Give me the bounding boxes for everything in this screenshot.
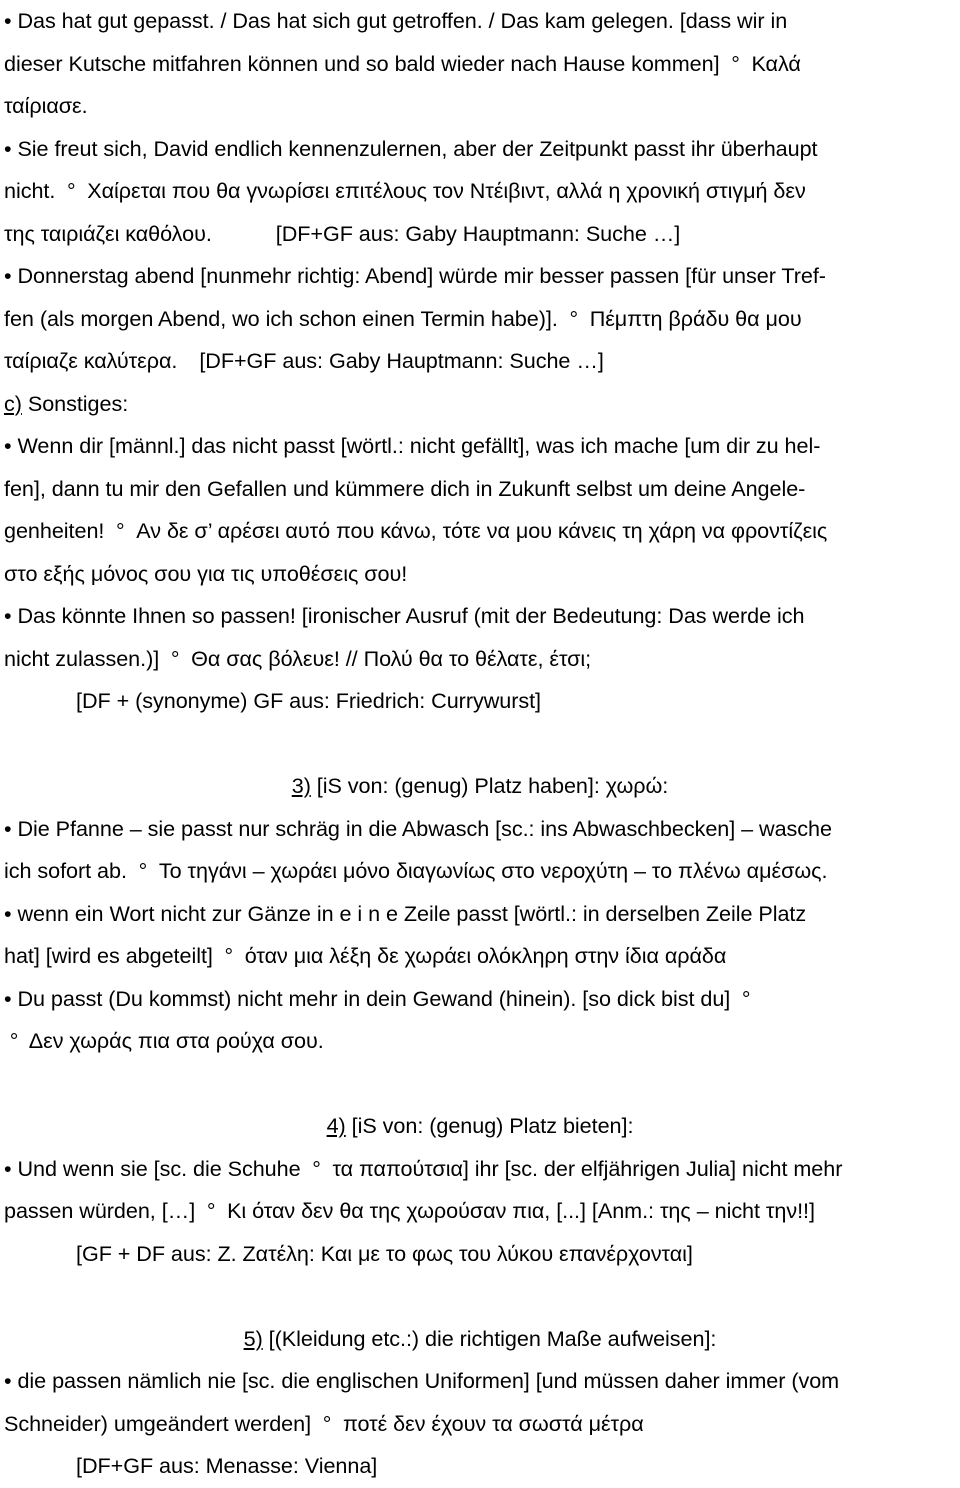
text-line-content: ich sofort ab. (4, 858, 127, 883)
text-line-content: genheiten! (4, 518, 105, 543)
text-line (4, 1233, 956, 1276)
greek-translation: Κι όταν δεν θα της χωρούσαν πια, [...] (227, 1198, 586, 1223)
text-line-content: • Das hat gut gepasst. / Das hat sich gut getroffen. / Das kam gelegen. [dass wir in (4, 8, 788, 33)
text-line-content: nicht zulassen.)] (4, 645, 160, 671)
text-line-content: fen], dann tu mir den Gefallen und kümmere dich in Zukunft selbst um deine Angele- (4, 475, 806, 501)
text-line (4, 595, 956, 638)
section-heading-4 (4, 1105, 956, 1148)
greek-translation: Καλά (751, 50, 801, 76)
section-number: 3) (291, 773, 311, 798)
section-number: 5) (243, 1325, 263, 1351)
translation-marker-icon: ° (9, 1028, 19, 1053)
source-reference: [DF + (synonyme) GF aus: Friedrich: Currywurst] (76, 688, 542, 713)
text-line (4, 1148, 956, 1191)
text-line (4, 0, 956, 43)
text-line (4, 128, 956, 171)
text-line-content: dieser Kutsche mitfahren können und so bald wieder nach Hause kommen] (4, 50, 720, 76)
text-line (4, 893, 956, 936)
text-line-content: • Donnerstag abend [nunmehr richtig: Abend] würde mir besser passen [für unser Tref- (4, 263, 826, 288)
text-line-content: • Das könnte Ihnen so passen! [ironischer Ausruf (mit der Bedeutung: Das werde ich (4, 603, 805, 628)
text-line (4, 255, 956, 298)
text-line (4, 638, 956, 681)
text-line-content: • Du passt (Du kommst) nicht mehr in dein Gewand (hinein). [so dick bist du] (4, 985, 731, 1011)
source-reference: [DF+GF aus: Gaby Hauptmann: Suche …] (275, 220, 681, 246)
text-line (4, 340, 956, 383)
section-heading-c (4, 383, 956, 426)
section-title: [iS von: (genug) Platz bieten]: (351, 1113, 634, 1138)
greek-translation: Το τηγάνι – χωράει μόνο διαγωνίως στο νεροχύτη – το πλένω αμέσως. (158, 858, 828, 883)
translation-marker-icon: ° (741, 985, 751, 1011)
text-line-content: • Wenn dir [männl.] das nicht passt [wörtl.: nicht gefällt], was ich mache [um dir zu hel- (4, 433, 821, 458)
annotation: [Anm.: της – nicht την!!] (591, 1198, 815, 1223)
spacer (4, 723, 956, 766)
greek-translation: ταίριαζε καλύτερα. (4, 348, 178, 373)
text-line-content: hat] [wird es abgeteilt] (4, 943, 213, 968)
source-reference: [DF+GF aus: Menasse: Vienna] (76, 1453, 378, 1478)
text-line-content: fen (als morgen Abend, wo ich schon einen Termin habe)]. (4, 305, 558, 331)
text-line (4, 85, 956, 128)
section-title: [(Kleidung etc.:) die richtigen Maße aufweisen]: (268, 1325, 717, 1351)
translation-marker-icon: ° (206, 1198, 216, 1223)
text-line-content: nicht. (4, 178, 56, 203)
text-line (4, 1403, 956, 1446)
text-line (4, 425, 956, 468)
section-title: [iS von: (genug) Platz haben]: χωρώ: (316, 773, 669, 798)
translation-marker-icon: ° (138, 858, 148, 883)
greek-translation: Θα σας βόλευε! // Πολύ θα το θέλατε, έτσι; (191, 645, 592, 671)
translation-marker-icon: ° (731, 50, 740, 76)
section-title: Sonstiges: (27, 390, 129, 416)
translation-marker-icon: ° (170, 645, 180, 671)
text-line-content: • die passen nämlich nie [sc. die englischen Uniformen] [und müssen daher immer (vom (4, 1368, 840, 1393)
translation-marker-icon: ° (569, 305, 579, 331)
text-line (4, 1190, 956, 1233)
translation-marker-icon: ° (116, 518, 125, 543)
text-line (4, 170, 956, 213)
text-line (4, 1020, 956, 1063)
greek-translation: τα παπούτσια] ihr [sc. der elfjährigen Julia] nicht mehr (332, 1155, 843, 1181)
section-number: c) (4, 390, 22, 416)
text-line (4, 553, 956, 596)
translation-marker-icon: ° (66, 178, 76, 203)
text-line (4, 978, 956, 1021)
text-line (4, 468, 956, 511)
greek-translation: Αν δε σ’ αρέσει αυτό που κάνω, τότε να μου κάνεις τη χάρη να φροντίζεις (136, 518, 828, 543)
text-line (4, 680, 956, 723)
greek-translation: στο εξής μόνος σου για τις υποθέσεις σου! (4, 560, 408, 586)
source-reference: [DF+GF aus: Gaby Hauptmann: Suche …] (199, 348, 604, 373)
section-number: 4) (326, 1113, 346, 1138)
text-line (4, 510, 956, 553)
text-line (4, 213, 956, 256)
text-line-content: • wenn ein Wort nicht zur Gänze in e i n e Zeile passt [wörtl.: in derselben Zeile Platz (4, 900, 807, 926)
section-heading-3 (4, 765, 956, 808)
spacer (4, 1063, 956, 1106)
text-line (4, 43, 956, 86)
greek-translation: όταν μια λέξη δε χωράει ολόκληρη στην ίδια αράδα (244, 943, 727, 968)
text-line-content: • Die Pfanne – sie passt nur schräg in die Abwasch [sc.: ins Abwaschbecken] – wasche (4, 815, 832, 841)
text-line-content: • Sie freut sich, David endlich kennenzulernen, aber der Zeitpunkt passt ihr überhaupt (4, 135, 818, 161)
greek-translation: Πέμπτη βράδυ θα μου (589, 305, 802, 331)
greek-translation: ποτέ δεν έχουν τα σωστά μέτρα (342, 1410, 644, 1436)
greek-translation: Δεν χωράς πια στα ρούχα σου. (28, 1028, 324, 1053)
text-line-content: passen würden, […] (4, 1198, 196, 1223)
text-line (4, 1445, 956, 1488)
greek-translation: ταίριασε. (4, 93, 88, 118)
text-line-content: • Und wenn sie [sc. die Schuhe (4, 1155, 301, 1181)
text-line (4, 298, 956, 341)
text-line (4, 850, 956, 893)
text-line (4, 935, 956, 978)
text-line (4, 808, 956, 851)
greek-translation: Χαίρεται που θα γνωρίσει επιτέλους τον Ντέιβιντ, αλλά η χρονική στιγμή δεν (87, 178, 806, 203)
section-heading-5 (4, 1318, 956, 1361)
translation-marker-icon: ° (312, 1155, 321, 1181)
translation-marker-icon: ° (224, 943, 234, 968)
spacer (4, 1275, 956, 1318)
translation-marker-icon: ° (322, 1410, 332, 1436)
text-line (4, 1360, 956, 1403)
document-page (4, 0, 956, 1488)
text-line-content: Schneider) umgeändert werden] (4, 1410, 312, 1436)
source-reference: [GF + DF aus: Z. Ζατέλη: Και με το φως του λύκου επανέρχονται] (76, 1240, 693, 1266)
greek-translation: της ταιριάζει καθόλου. (4, 220, 212, 246)
